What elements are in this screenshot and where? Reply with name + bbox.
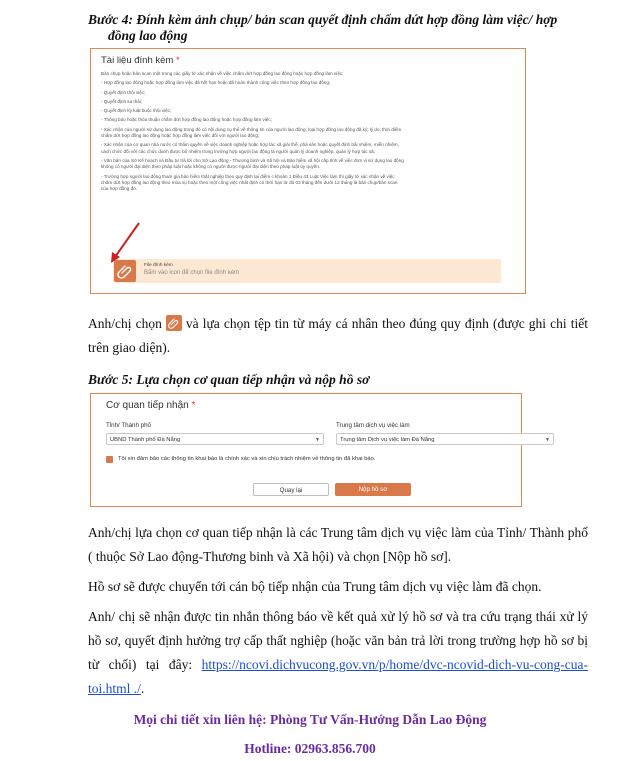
instruction-line: của hợp đồng đó. <box>101 186 137 192</box>
paragraph-result-end: . <box>140 681 145 696</box>
province-value: UBND Thành phố Đà Nẵng <box>110 437 181 443</box>
instruction-line: - Quyết định thôi việc; <box>101 89 146 95</box>
instruction-attach-before: Anh/chị chọn <box>88 316 162 331</box>
confirm-text: Tôi xin đảm bảo các thông tin khai báo là chính xác và xin chịu trách nhiệm về thông tin đã khai báo. <box>118 456 376 462</box>
province-select[interactable] <box>106 433 324 445</box>
instruction-line: - Trường hợp người lao động tham gia bảo hiểm thất nghiệp theo quy định tại điểm c khoản 1 Điều 43 Luật Việc làm thì giấy tờ xác nhận về việc <box>101 173 395 179</box>
back-button[interactable]: Quay lại <box>253 483 329 496</box>
contact-info: Mọi chi tiết xin liên hệ: Phòng Tư Vấn-Hướng Dẫn Lao Động <box>133 712 487 727</box>
instruction-line: - Hợp đồng lao động hoặc hợp đồng làm việc đã hết hạn hoặc đã hoàn thành công việc theo hợp đồng lao động; <box>101 80 331 86</box>
step4-title-line2: đồng lao động <box>108 28 188 43</box>
instruction-line: - Văn bản của Sở Kế hoạch và Đầu tư trả lời cho Sở Lao động - Thương binh và Xã hội và Bảo hiểm xã hội cấp tỉnh về việc đơn vị sử dụng lao động <box>101 157 404 163</box>
province-label: Tỉnh/ Thành phố <box>106 422 151 429</box>
instruction-attach-after: và lựa chọn tệp tin từ máy cá nhân theo đúng quy định (được ghi chi tiết trên giao diện). <box>88 316 588 355</box>
upload-area[interactable] <box>113 259 501 283</box>
hotline: Hotline: 02963.856.700 <box>244 741 376 756</box>
confirm-checkbox[interactable] <box>106 456 113 463</box>
attachment-title-text: Tài liệu đính kèm <box>101 55 174 66</box>
center-select[interactable] <box>336 433 554 445</box>
center-label: Trung tâm dịch vụ việc làm <box>336 422 410 429</box>
attachment-instructions <box>101 71 501 192</box>
receiving-agency-title <box>106 400 195 411</box>
upload-label: File đính kèm <box>144 263 173 268</box>
instruction-line: - Quyết định kỷ luật buộc thôi việc; <box>101 108 172 114</box>
instruction-line: - Xác nhận của cơ quan nhà nước có thẩm quyền về việc doanh nghiệp hoặc hợp tác xã giải thể, phá sản hoặc quyết định bãi nhiệm, miễn nhiệm, <box>101 142 399 148</box>
instruction-attach <box>88 312 588 360</box>
submit-button[interactable]: Nộp hồ sơ <box>335 483 411 496</box>
paragraph-result <box>88 605 588 701</box>
instruction-line: chấm dứt hợp đồng lao động theo mùa vụ hoặc theo một công việc nhất định có thời hạn từ đủ 03 tháng đến dưới 12 tháng là bản chụp/bản scan <box>101 179 398 185</box>
required-mark: * <box>175 55 180 66</box>
step5-title: Bước 5: Lựa chọn cơ quan tiếp nhận và nộp hồ sơ <box>88 372 370 387</box>
instruction-line: - Thông báo hoặc thỏa thuận chấm dứt hợp đồng lao động hoặc hợp đồng làm việc; <box>101 117 272 123</box>
attachment-panel <box>90 48 526 294</box>
chevron-down-icon: ▼ <box>545 437 550 443</box>
paperclip-icon <box>166 315 182 331</box>
attachment-panel-title <box>101 55 180 66</box>
paragraph-result-text: Anh/ chị sẽ nhận được tin nhắn thông báo về kết quả xử lý hồ sơ và tra cứu trạng thái xử lý hồ sơ, quyết định hưởng trợ cấp thất nghiệp (hoặc văn bản trả lời trong trường hợp hồ sơ bị từ chối) tại đây: <box>88 609 588 672</box>
instruction-line: - Quyết định sa thải; <box>101 98 143 104</box>
instruction-line: không có người đại diện theo pháp luật hoặc không có người được người đại diện theo pháp luật ủy quyền. <box>101 164 321 170</box>
check-icon <box>106 462 113 469</box>
result-lookup-link[interactable]: https://ncovi.dichvucong.gov.vn/p/home/dvc-ncovid-dich-vu-cong-cua-toi.html ./ <box>88 657 588 696</box>
upload-hint: Bấm vào icon để chọn file đính kèm <box>144 270 240 276</box>
step4-title-line1: Bước 4: Đính kèm ảnh chụp/ bản scan quyết định chấm dứt hợp đồng làm việc/ hợp <box>88 12 558 27</box>
paragraph-transfer: Hồ sơ sẽ được chuyển tới cán bộ tiếp nhận của Trung tâm dịch vụ việc làm đã chọn. <box>88 579 542 594</box>
paragraph-agency: Anh/chị lựa chọn cơ quan tiếp nhận là các Trung tâm dịch vụ việc làm của Tỉnh/ Thành phố ( thuộc Sở Lao động-Thương binh và Xã hội) và chọn [Nộp hồ sơ]. <box>88 525 588 564</box>
instruction-line: cách chức đối với các chức danh được bổ nhiệm trong trường hợp người lao động là người quản lý doanh nghiệp, quản lý hợp tác xã; <box>101 148 375 154</box>
required-mark: * <box>191 400 196 411</box>
chevron-down-icon: ▼ <box>315 437 320 443</box>
center-value: Trung tâm Dịch vụ việc làm Đà Nẵng <box>340 437 435 443</box>
annotation-arrow-icon <box>105 221 145 265</box>
receiving-agency-title-text: Cơ quan tiếp nhận <box>106 400 189 411</box>
instruction-line: - Xác nhận của người sử dụng lao động trong đó có nội dung cụ thể về thông tin của người lao động; loại hợp đồng lao động đã ký; lý do, thời điểm <box>101 126 402 132</box>
instruction-line: Bản chụp hoặc bản scan một trong các giấy tờ xác nhận về việc chấm dứt hợp đồng lao động hoặc hợp đồng làm việc: <box>101 71 344 76</box>
step4-title <box>88 12 588 44</box>
instruction-line: chấm dứt hợp đồng lao động hoặc hợp đồng làm việc đối với người lao động; <box>101 133 260 139</box>
receiving-agency-panel <box>90 393 550 507</box>
